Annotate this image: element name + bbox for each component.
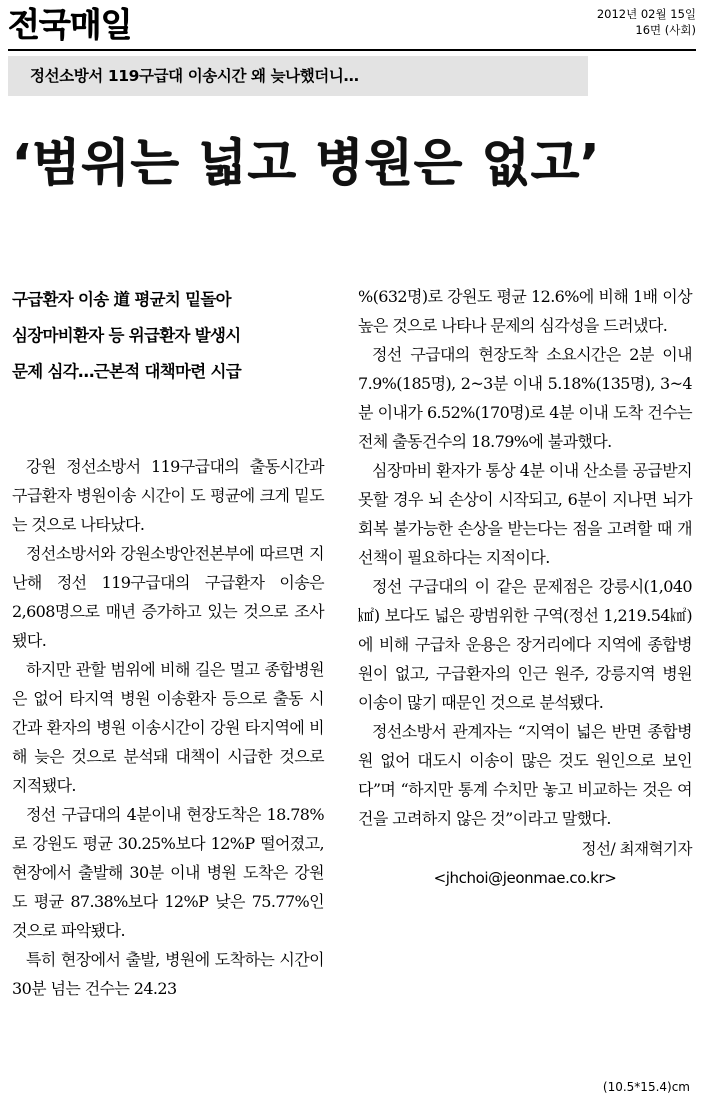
body-column-left (12, 452, 324, 1003)
paragraph: 하지만 관할 범위에 비해 길은 멀고 종합병원은 없어 타지역 병원 이송환자 등으로 출동 시간과 환자의 병원 이송시간이 강원 타지역에 비해 늦은 것으로 분석돼 대책이 시급한 것으로 지적됐다. (12, 660, 324, 795)
paragraph: 특히 현장에서 출발, 병원에 도착하는 시간이 30분 넘는 건수는 24.23 (12, 950, 324, 998)
issue-info (597, 6, 696, 38)
paper-name: 전국매일 (8, 5, 132, 44)
paragraph: 정선소방서와 강원소방안전본부에 따르면 지난해 정선 119구급대의 구급환자 이송은 2,608명으로 매년 증가하고 있는 것으로 조사됐다. (12, 544, 324, 650)
issue-date: 2012년 02월 15일 (596, 7, 696, 21)
paragraph: 정선 구급대의 4분이내 현장도착은 18.78%로 강원도 평균 30.25%보다 12%P 떨어졌고, 현장에서 출발해 30분 이내 병원 도착은 강원도 평균 87.38%보다 12%P 낮은 75.77%인 것으로 파악됐다. (12, 805, 324, 940)
masthead-divider (8, 49, 696, 51)
paragraph: %(632명)로 강원도 평균 12.6%에 비해 1배 이상 높은 것으로 나타나 문제의 심각성을 드러냈다. (358, 287, 692, 335)
subhead (12, 282, 322, 390)
paragraph: 강원 정선소방서 119구급대의 출동시간과 구급환자 병원이송 시간이 도 평균에 크게 밑도는 것으로 나타났다. (12, 457, 324, 534)
subhead-line-1: 구급환자 이송 道 평균치 밑돌아 (12, 290, 231, 309)
subhead-line-2: 심장마비환자 등 위급환자 발생시 (12, 326, 241, 345)
paragraph: 정선 구급대의 이 같은 문제점은 강릉시(1,040㎢) 보다도 넓은 광범위한 구역(정선 1,219.54㎢)에 비해 구급차 운용은 장거리에다 지역에 종합병원이 없고, 구급환자의 인근 원주, 강릉지역 병원 이송이 많기 때문인 것으로 분석됐다. (358, 577, 692, 712)
paragraph: 정선소방서 관계자는 “지역이 넓은 반면 종합병원 없어 대도시 이송이 많은 것도 원인으로 보인다”며 “하지만 통계 수치만 놓고 비교하는 것은 여건을 고려하지 않은 것”이라고 말했다. (358, 722, 692, 828)
subhead-line-3: 문제 심각…근본적 대책마련 시급 (12, 362, 242, 381)
headline: ‘범위는 넓고 병원은 없고’ (12, 134, 601, 192)
reporter-email: <jhchoi@jeonmae.co.kr> (433, 869, 617, 887)
paragraph: 심장마비 환자가 통상 4분 이내 산소를 공급받지 못할 경우 뇌 손상이 시작되고, 6분이 지나면 뇌가 회복 불가능한 손상을 받는다는 점을 고려할 때 개선책이 필요하다는 지적이다. (358, 461, 692, 567)
size-note: (10.5*15.4)cm (602, 1080, 690, 1094)
paragraph: 정선 구급대의 현장도착 소요시간은 2분 이내 7.9%(185명), 2~3분 이내 5.18%(135명), 3~4분 이내가 6.52%(170명)로 4분 이내 도착 건수는 전체 출동건수의 18.79%에 불과했다. (358, 345, 692, 451)
masthead (8, 6, 696, 52)
byline: 정선/ 최재혁기자 (581, 840, 692, 858)
kicker: 정선소방서 119구급대 이송시간 왜 늦나했더니… (30, 67, 359, 85)
body-column-right (358, 282, 692, 893)
page-info: 16면 (사회) (635, 23, 696, 37)
